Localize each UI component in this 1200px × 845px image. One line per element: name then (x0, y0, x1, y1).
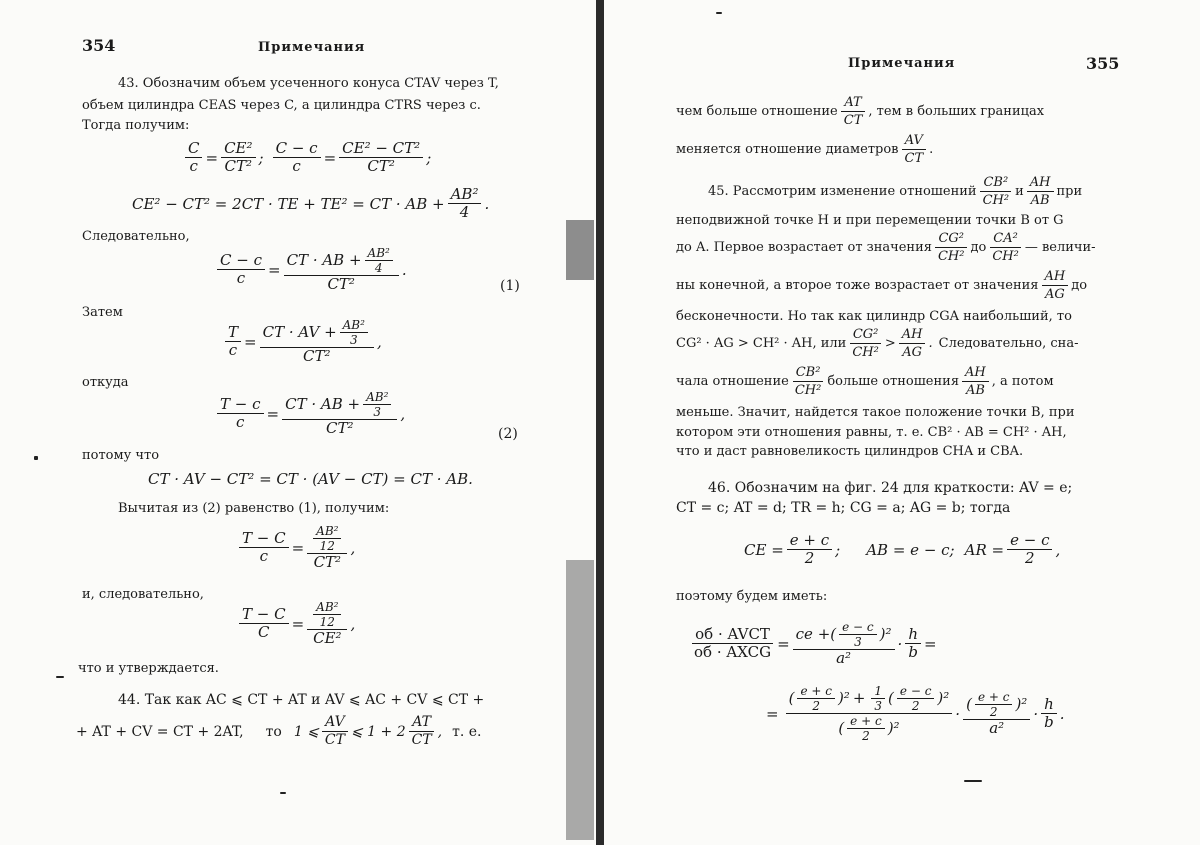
equation-5: $\frac{T - c}{c}$ = CT · AB + $\frac{\text{AB²}}{3}$ CT² , (214, 390, 405, 437)
equation-3: $\frac{C - c}{c}$ = CT · AB + $\frac{\text{AB²}}{4}$ CT² . (214, 246, 407, 293)
page-number-left: 354 (82, 36, 116, 55)
book-gutter (596, 0, 604, 845)
note-45-line2: неподвижной точке H и при перемещении точки B от G (676, 213, 1064, 228)
note-45-line7: чала отношение $\frac{\text{CB²}}{\text{CH²}}$ больше отношения $\frac{AH}{AB}$ , а потом (676, 365, 1054, 398)
scan-shadow-top (566, 220, 594, 280)
page-number-right: 355 (1086, 54, 1120, 73)
note-46-line1: 46. Обозначим на фиг. 24 для краткости: AV = e; (708, 480, 1073, 496)
note-44-line1: 44. Так как AC ⩽ CT + AT и AV ⩽ AC + CV ⩽ CT + (118, 692, 485, 708)
equation-2: CE² − CT² = 2CT · TE + TE² = CT · AB + $\frac{\text{AB²}}{4}$ . (132, 185, 490, 221)
equation-1: $\frac{C}{c}$ = $\frac{\text{CE²}}{\text{CT²}}$ ; $\frac{C - c}{c}$ = $\frac{\text{CE² − CT²}}{\text{CT²}}$ ; (182, 140, 431, 175)
subtracting-text: Вычитая из (2) равенство (1), получим: (118, 501, 390, 516)
note-45-line10: что и даст равновеликость цилиндров CHA и CBA. (676, 444, 1024, 459)
note-45-line8: меньше. Значит, найдется такое положение точки B, при (676, 405, 1075, 420)
note-45-line4: ны конечной, а второе тоже возрастает от значения $\frac{AH}{AG}$ до (676, 269, 1088, 302)
note-43-line2: объем цилиндра CEAS через C, а цилиндра CTRS через c. (82, 98, 481, 113)
equation-number-2: (2) (498, 426, 518, 442)
note-45-line3: до A. Первое возрастает от значения $\frac{\text{CG²}}{\text{CH²}}$ до $\frac{\text{CA²}}{\text{CH²}}$ — величи- (676, 231, 1096, 264)
note-45-line5: бесконечности. Но так как цилиндр CGA наибольший, то (676, 309, 1072, 324)
continued-line-2: меняется отношение диаметров $\frac{AV}{CT}$ . (676, 133, 934, 166)
equation-7: $\frac{T - C}{c}$ = $\frac{\frac{\text{AB²}}{12}}{\text{CT²}}$ , (236, 524, 355, 571)
equation-6: CT · AV − CT² = CT · (AV − CT) = CT · AB. (148, 470, 473, 488)
and-consequently-text: и, следовательно, (82, 587, 204, 602)
running-head-left: Примечания (258, 40, 366, 55)
note-45-line6: CG² · AG > CH² · AH, или $\frac{\text{CG²}}{\text{CH²}}$ > $\frac{AH}{AG}$ . Следовательно, сна- (676, 327, 1079, 360)
scan-speck (716, 12, 722, 14)
then-text: Затем (82, 305, 123, 320)
scan-speck (56, 676, 64, 678)
note-45-line1: 45. Рассмотрим изменение отношений $\frac{\text{CB²}}{\text{CH²}}$ и $\frac{AH}{AB}$ при (708, 175, 1083, 208)
equation-final: = ( $\frac{e + c}{2}$ )² + $\frac{1}{3}$ ( $\frac{e - c}{2}$ )² ( $\frac{e + c}{2}$ )² · ( $\frac{e + c}{2}$ )² a² · $\frac{h}{b}$ . (766, 684, 1065, 743)
running-head-right: Примечания (848, 56, 956, 71)
whence-text: откуда (82, 375, 129, 390)
note-44-line2: + AT + CV = CT + 2AT, то 1 ⩽ $\frac{AV}{CT}$ ⩽ 1 + 2 $\frac{AT}{CT}$ , т. е. (76, 714, 482, 748)
scan-speck (964, 780, 982, 782)
note-46-line3: поэтому будем иметь: (676, 589, 828, 604)
note-43-line3: Тогда получим: (82, 118, 190, 133)
equation-ce-ab-ar: CE = $\frac{e + c}{2}$ ; AB = e − c; AR = $\frac{e - c}{2}$ , (744, 531, 1061, 567)
left-page (0, 0, 598, 845)
as-asserted-text: что и утверждается. (78, 661, 219, 676)
note-43-line1: 43. Обозначим объем усеченного конуса CTAV через T, (118, 76, 499, 91)
right-page (604, 0, 1200, 845)
because-text: потому что (82, 448, 160, 463)
equation-8: $\frac{T - C}{C}$ = $\frac{\frac{\text{AB²}}{12}}{\text{CE²}}$ , (236, 600, 355, 647)
continued-line-1: чем больше отношение $\frac{AT}{CT}$ , тем в больших границах (676, 95, 1045, 128)
scan-speck (280, 792, 286, 794)
scan-shadow-bottom (566, 560, 594, 840)
note-46-line2: CT = c; AT = d; TR = h; CG = a; AG = b; тогда (676, 500, 1011, 516)
equation-4: $\frac{T}{c}$ = CT · AV + $\frac{\text{AB²}}{3}$ CT² , (222, 318, 382, 365)
equation-volume-ratio: $\frac{\text{об · AVCT}}{\text{об · AXCG}}$ = ce + ( $\frac{e - c}{3}$ )² a² · $\frac{h}{b}$ = (694, 620, 937, 667)
equation-number-1: (1) (500, 278, 520, 294)
note-45-line9: котором эти отношения равны, т. е. CB² · AB = CH² · AH, (676, 425, 1067, 440)
scan-speck (34, 456, 38, 460)
consequently-text: Следовательно, (82, 229, 190, 244)
